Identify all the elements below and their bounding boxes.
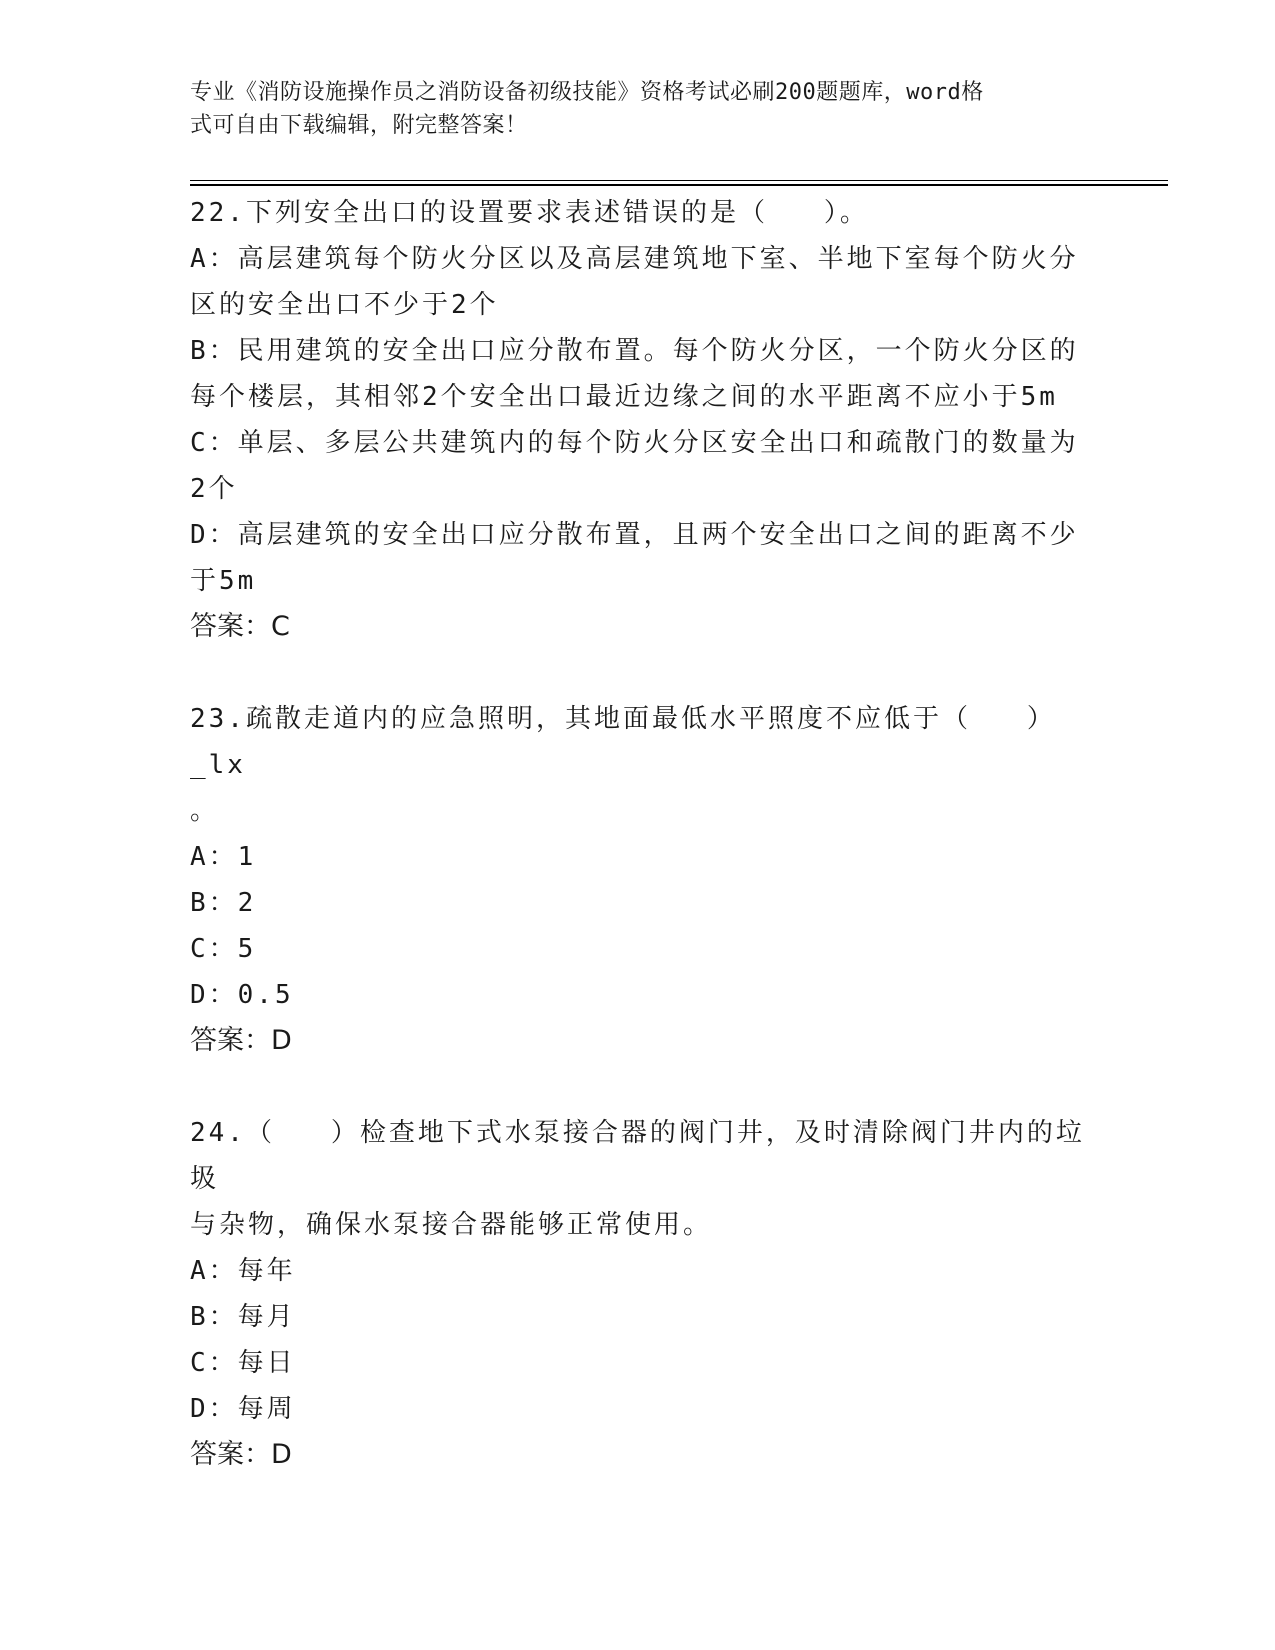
document-header — [190, 76, 1090, 142]
option-line: D：高层建筑的安全出口应分散布置，且两个安全出口之间的距离不少 — [190, 520, 1079, 550]
header-line-1: 专业《消防设施操作员之消防设备初级技能》资格考试必刷200题题库，word格 — [190, 80, 984, 105]
option-line: B：民用建筑的安全出口应分散布置。每个防火分区，一个防火分区的 — [190, 336, 1079, 366]
header-line-2: 式可自由下载编辑，附完整答案！ — [190, 113, 528, 138]
question-23 — [190, 696, 1090, 1064]
header-divider-thick — [190, 184, 1168, 186]
option-line: D：0.5 — [190, 980, 294, 1010]
option-line: 于5m — [190, 566, 257, 596]
answer-line: 答案：C — [190, 611, 290, 642]
option-line: 每个楼层，其相邻2个安全出口最近边缘之间的水平距离不应小于5m — [190, 382, 1058, 412]
header-divider-thin — [190, 180, 1168, 181]
question-stem: 。 — [190, 796, 220, 826]
option-line: C：单层、多层公共建筑内的每个防火分区安全出口和疏散门的数量为 — [190, 428, 1079, 458]
question-24 — [190, 1110, 1090, 1478]
answer-line: 答案：D — [190, 1439, 292, 1470]
question-stem: 与杂物，确保水泵接合器能够正常使用。 — [190, 1210, 713, 1240]
option-line: C：5 — [190, 934, 257, 964]
option-line: A：1 — [190, 842, 257, 872]
option-line: 区的安全出口不少于2个 — [190, 290, 499, 320]
option-line: B：每月 — [190, 1302, 296, 1332]
question-stem: 23.疏散走道内的应急照明，其地面最低水平照度不应低于（ ）_lx — [190, 704, 1056, 780]
option-line: B：2 — [190, 888, 257, 918]
question-stem: 24.（ ）检查地下式水泵接合器的阀门井，及时清除阀门井内的垃圾 — [190, 1118, 1085, 1194]
option-line: D：每周 — [190, 1394, 296, 1424]
spacer — [190, 1064, 1090, 1110]
question-22 — [190, 190, 1090, 650]
option-line: A：高层建筑每个防火分区以及高层建筑地下室、半地下室每个防火分 — [190, 244, 1079, 274]
answer-line: 答案：D — [190, 1025, 292, 1056]
spacer — [190, 650, 1090, 696]
question-list — [190, 190, 1090, 1478]
option-line: A：每年 — [190, 1256, 296, 1286]
option-line: 2个 — [190, 474, 238, 504]
question-stem: 22.下列安全出口的设置要求表述错误的是（ ）。 — [190, 198, 869, 228]
option-line: C：每日 — [190, 1348, 296, 1378]
